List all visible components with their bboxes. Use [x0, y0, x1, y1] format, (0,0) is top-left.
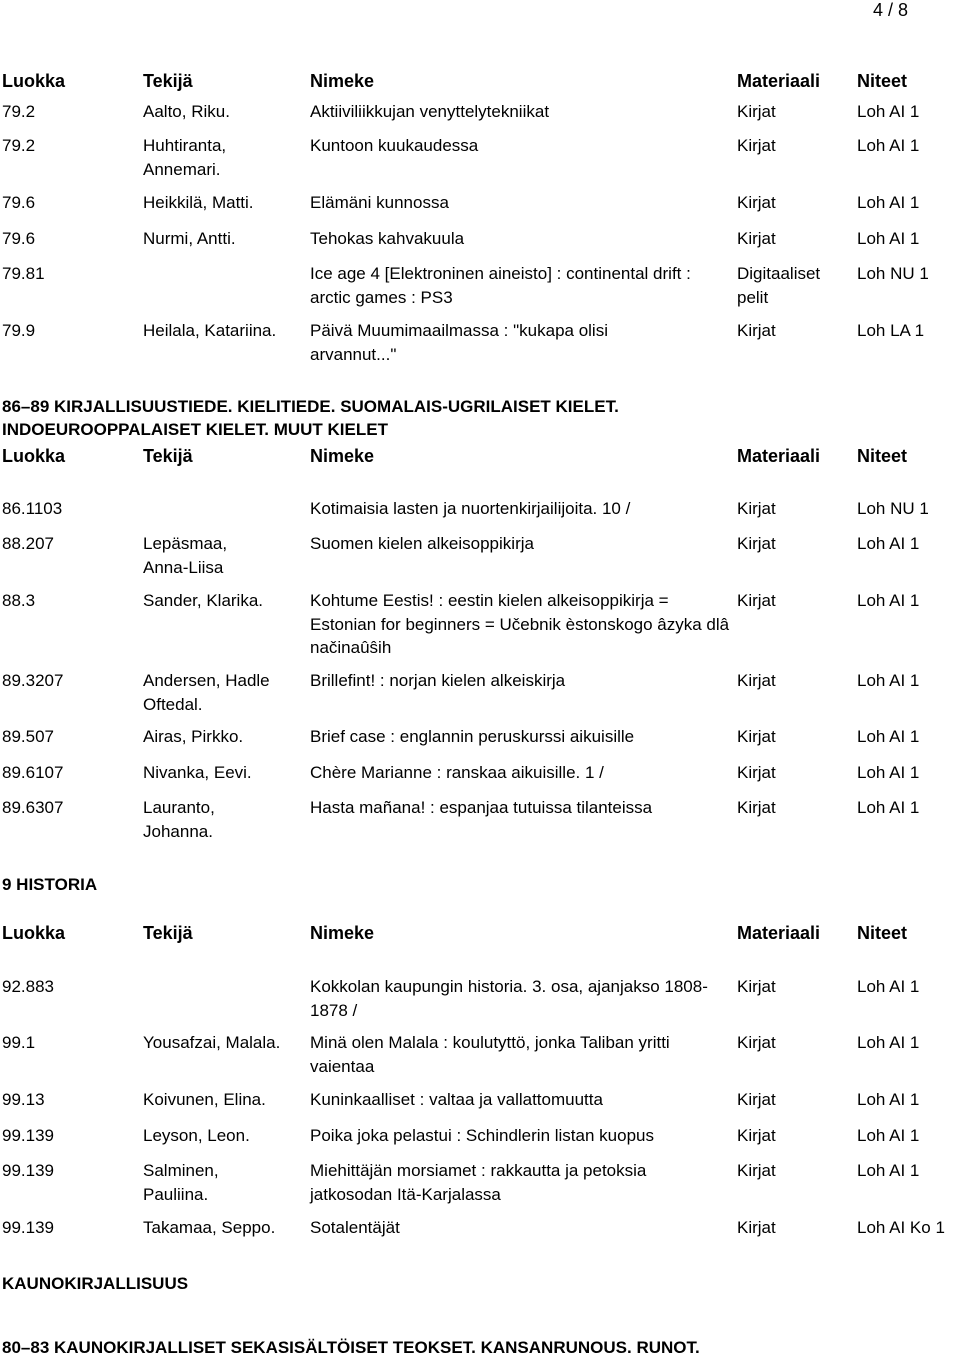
cell-niteet: Loh NU 1 — [857, 499, 929, 518]
cell-materiaali: Kirjat — [737, 499, 776, 518]
cell-nimeke: Aktiiviliikkujan venyttelytekniikat — [310, 102, 550, 121]
cell-niteet: Loh AI 1 — [857, 671, 920, 690]
cell-nimeke: Kuninkaalliset : valtaa ja vallattomuutta — [310, 1090, 603, 1109]
cell-materiaali: Kirjat — [737, 1033, 776, 1052]
cell-luokka: 99.13 — [2, 1090, 45, 1109]
cell-tekija: Yousafzai, Malala. — [143, 1033, 281, 1052]
table-header — [2, 446, 960, 470]
cell-luokka: 88.207 — [2, 534, 54, 553]
cell-materiaali: Kirjat — [737, 229, 776, 248]
cell-luokka: 79.6 — [2, 229, 36, 248]
section-heading: 9 HISTORIA — [2, 875, 98, 894]
cell-luokka: 89.507 — [2, 727, 54, 746]
cell-luokka: 79.9 — [2, 321, 36, 340]
header-tekija: Tekijä — [143, 923, 193, 943]
header-nimeke: Nimeke — [310, 446, 375, 466]
header-tekija: Tekijä — [143, 446, 193, 466]
cell-tekija: Airas, Pirkko. — [143, 727, 244, 746]
cell-tekija: Heikkilä, Matti. — [143, 193, 254, 212]
page-number: 4 / 8 — [872, 0, 908, 20]
cell-niteet: Loh AI 1 — [857, 102, 920, 121]
cell-niteet: Loh NU 1 — [857, 264, 929, 283]
cell-luokka: 99.1 — [2, 1033, 36, 1052]
cell-luokka: 79.6 — [2, 193, 36, 212]
cell-tekija: Lauranto, Johanna. — [143, 798, 215, 841]
header-niteet: Niteet — [857, 923, 908, 943]
cell-nimeke: Tehokas kahvakuula — [310, 229, 465, 248]
cell-niteet: Loh AI 1 — [857, 534, 920, 553]
cell-nimeke: Ice age 4 [Elektroninen aineisto] : continental drift : arctic games : PS3 — [310, 264, 691, 307]
cell-materiaali: Kirjat — [737, 727, 776, 746]
cell-niteet: Loh AI 1 — [857, 136, 920, 155]
cell-luokka: 99.139 — [2, 1218, 54, 1237]
section-heading: KAUNOKIRJALLISUUS — [2, 1274, 189, 1293]
header-niteet: Niteet — [857, 71, 908, 91]
cell-tekija: Sander, Klarika. — [143, 591, 264, 610]
cell-nimeke: Kuntoon kuukaudessa — [310, 136, 479, 155]
cell-nimeke: Brief case : englannin peruskurssi aikuisille — [310, 727, 635, 746]
cell-materiaali: Kirjat — [737, 534, 776, 553]
cell-materiaali: Kirjat — [737, 193, 776, 212]
cell-niteet: Loh AI 1 — [857, 977, 920, 996]
cell-luokka: 89.6307 — [2, 798, 64, 817]
cell-tekija: Salminen, Pauliina. — [143, 1161, 219, 1204]
cell-niteet: Loh AI 1 — [857, 229, 920, 248]
cell-tekija: Koivunen, Elina. — [143, 1090, 266, 1109]
cell-materiaali: Digitaaliset pelit — [737, 264, 821, 307]
cell-niteet: Loh AI 1 — [857, 1033, 920, 1052]
cell-tekija: Andersen, Hadle Oftedal. — [143, 671, 270, 714]
section-heading: 86–89 KIRJALLISUUSTIEDE. KIELITIEDE. SUOMALAIS-UGRILAISET KIELET. INDOEUROOPPALAISET KIELET. MUUT KIELET — [2, 397, 619, 439]
header-luokka: Luokka — [2, 923, 66, 943]
header-materiaali: Materiaali — [737, 71, 821, 91]
header-materiaali: Materiaali — [737, 446, 821, 466]
cell-luokka: 79.81 — [2, 264, 45, 283]
cell-tekija: Heilala, Katariina. — [143, 321, 277, 340]
cell-tekija: Takamaa, Seppo. — [143, 1218, 276, 1237]
table-header — [2, 923, 960, 947]
cell-nimeke: Sotalentäjät — [310, 1218, 400, 1237]
cell-materiaali: Kirjat — [737, 763, 776, 782]
cell-luokka: 99.139 — [2, 1126, 54, 1145]
cell-luokka: 88.3 — [2, 591, 36, 610]
cell-tekija: Huhtiranta, Annemari. — [143, 136, 227, 179]
cell-nimeke: Brillefint! : norjan kielen alkeiskirja — [310, 671, 566, 690]
cell-niteet: Loh AI 1 — [857, 798, 920, 817]
cell-materiaali: Kirjat — [737, 1126, 776, 1145]
cell-niteet: Loh AI 1 — [857, 1126, 920, 1145]
header-niteet: Niteet — [857, 446, 908, 466]
table-header — [2, 71, 960, 95]
cell-tekija: Lepäsmaa, Anna-Liisa — [143, 534, 228, 577]
cell-materiaali: Kirjat — [737, 321, 776, 340]
cell-materiaali: Kirjat — [737, 102, 776, 121]
cell-materiaali: Kirjat — [737, 977, 776, 996]
cell-materiaali: Kirjat — [737, 1161, 776, 1180]
cell-luokka: 92.883 — [2, 977, 54, 996]
cell-materiaali: Kirjat — [737, 671, 776, 690]
section-heading: 80–83 KAUNOKIRJALLISET SEKASISÄLTÖISET TEOKSET. KANSANRUNOUS. RUNOT. — [2, 1338, 700, 1357]
cell-niteet: Loh AI Ko 1 — [857, 1218, 945, 1237]
cell-nimeke: Miehittäjän morsiamet : rakkautta ja petoksia jatkosodan Itä-Karjalassa — [310, 1161, 647, 1204]
cell-tekija: Aalto, Riku. — [143, 102, 230, 121]
cell-luokka: 89.6107 — [2, 763, 64, 782]
cell-luokka: 99.139 — [2, 1161, 54, 1180]
cell-nimeke: Päivä Muumimaailmassa : "kukapa olisi arvannut..." — [310, 321, 608, 364]
cell-materiaali: Kirjat — [737, 798, 776, 817]
cell-niteet: Loh AI 1 — [857, 1161, 920, 1180]
header-nimeke: Nimeke — [310, 71, 375, 91]
cell-luokka: 79.2 — [2, 136, 36, 155]
cell-luokka: 79.2 — [2, 102, 36, 121]
cell-luokka: 86.1103 — [2, 499, 63, 518]
cell-nimeke: Kotimaisia lasten ja nuortenkirjailijoita. 10 / — [310, 499, 631, 518]
cell-tekija: Nurmi, Antti. — [143, 229, 236, 248]
cell-luokka: 89.3207 — [2, 671, 64, 690]
header-luokka: Luokka — [2, 446, 66, 466]
cell-materiaali: Kirjat — [737, 1090, 776, 1109]
cell-nimeke: Kokkolan kaupungin historia. 3. osa, ajanjakso 1808-1878 / — [310, 977, 708, 1020]
header-tekija: Tekijä — [143, 71, 193, 91]
cell-niteet: Loh AI 1 — [857, 591, 920, 610]
cell-nimeke: Poika joka pelastui : Schindlerin listan kuopus — [310, 1126, 654, 1145]
cell-niteet: Loh LA 1 — [857, 321, 925, 340]
cell-nimeke: Suomen kielen alkeisoppikirja — [310, 534, 534, 553]
header-nimeke: Nimeke — [310, 923, 375, 943]
cell-niteet: Loh AI 1 — [857, 193, 920, 212]
cell-nimeke: Hasta mañana! : espanjaa tutuissa tilanteissa — [310, 798, 653, 817]
cell-tekija: Nivanka, Eevi. — [143, 763, 252, 782]
cell-nimeke: Kohtume Eestis! : eestin kielen alkeisoppikirja = Estonian for beginners = Učebnik èstonskogo âzyka dlâ načinaûŝih — [310, 591, 730, 657]
header-materiaali: Materiaali — [737, 923, 821, 943]
cell-niteet: Loh AI 1 — [857, 763, 920, 782]
cell-materiaali: Kirjat — [737, 136, 776, 155]
cell-nimeke: Minä olen Malala : koulutyttö, jonka Taliban yritti vaientaa — [310, 1033, 670, 1076]
cell-niteet: Loh AI 1 — [857, 1090, 920, 1109]
cell-materiaali: Kirjat — [737, 591, 776, 610]
cell-tekija: Leyson, Leon. — [143, 1126, 250, 1145]
cell-materiaali: Kirjat — [737, 1218, 776, 1237]
cell-nimeke: Chère Marianne : ranskaa aikuisille. 1 / — [310, 763, 604, 782]
cell-niteet: Loh AI 1 — [857, 727, 920, 746]
cell-nimeke: Elämäni kunnossa — [310, 193, 449, 212]
header-luokka: Luokka — [2, 71, 66, 91]
